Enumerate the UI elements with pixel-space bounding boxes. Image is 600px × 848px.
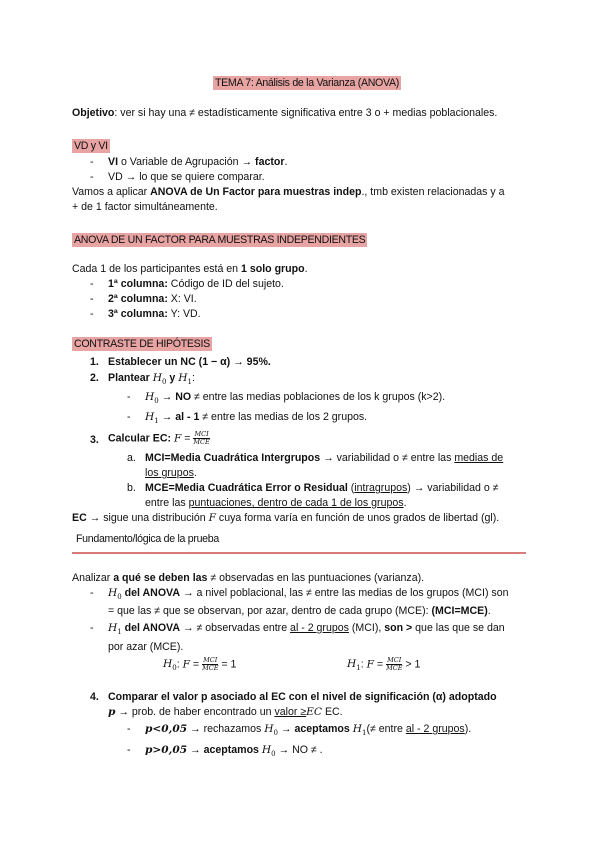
section-heading-contrast: CONTRASTE DE HIPÓTESIS [74,338,210,350]
section-divider [72,552,526,554]
paragraph: Analizar a qué se deben las ≠ observadas en las puntuaciones (varianza). [72,572,425,584]
sub-item-a: MCI=Media Cuadrática Intergrupos → variabilidad o ≠ entre las medias de [145,452,504,464]
list-item: 3ª columna: Y: VD. [108,308,201,320]
list-item: VI o Variable de Agrupación → factor. [108,156,288,168]
subsection-heading-logic: Fundamento/lógica de la prueba [76,533,219,545]
sub-item-b: MCE=Media Cuadrática Error o Residual (intragrupos) → variabilidad o ≠ [145,482,499,494]
bullet-dash: - [127,411,131,423]
bullet-dash: - [127,744,131,756]
sub-item-b-cont: entre las puntuaciones, dentro de cada 1 de los grupos. [145,497,407,509]
step-4: Comparar el valor p asociado al EC con el nivel de significación (α) adoptado [108,691,497,703]
paragraph: Vamos a aplicar ANOVA de Un Factor para muestras indep., tmb existen relacionadas y a [72,186,505,198]
bullet-dash: - [90,171,94,183]
logic-h1-cont: por azar (MCE). [108,641,184,653]
decision-reject: p<0,05 → rechazamos $H_0$ → aceptamos $H_1(\ne$ entre al - 2 grupos). [145,723,472,737]
bullet-dash: - [90,308,94,320]
hypothesis-h0: $H_0$ → NO ≠ entre las medias poblaciones de los k grupos (k>2). [145,391,446,405]
step-number: 4. [90,691,99,703]
page-title: TEMA 7: Análisis de la Varianza (ANOVA) [215,77,399,89]
section-heading-anova: ANOVA DE UN FACTOR PARA MUESTRAS INDEPENDIENTES [74,234,366,246]
formula-h1: $H_1$: F = $\frac{\text{MCI}}{\text{MCE}}$ > 1 [347,656,421,673]
sub-item-label: b. [127,482,136,494]
p-definition: p → prob. de haber encontrado un valor ≥EC EC. [108,706,343,718]
objective-line: Objetivo: ver si hay una ≠ estadísticamente significativa entre 3 o + medias poblacionales. [72,107,498,119]
decision-accept: p>0,05 → aceptamos $H_0$ → NO ≠ . [145,744,323,758]
step-number: 2. [90,372,99,384]
bullet-dash: - [90,293,94,305]
sub-item-a-cont: los grupos. [145,467,197,479]
ec-distribution: EC → sigue una distribución F cuya forma varía en función de unos grados de libertad (gl). [72,512,500,524]
formula-h0: $H_0$: F = $\frac{\text{MCI}}{\text{MCE}}$ = 1 [163,656,237,673]
bullet-dash: - [90,156,94,168]
list-item: VD → lo que se quiere comparar. [108,171,265,183]
step-number: 3. [90,434,99,446]
bullet-dash: - [90,622,94,634]
bullet-dash: - [127,723,131,735]
logic-h0-cont: = que las ≠ que se observan, por azar, dentro de cada grupo (MCE): (MCI=MCE). [108,605,491,617]
sub-item-label: a. [127,452,136,464]
bullet-dash: - [127,391,131,403]
logic-h1: $H_1$ del ANOVA → ≠ observadas entre al - 2 grupos (MCI), son > que las que se dan [108,622,505,636]
paragraph: Cada 1 de los participantes está en 1 solo grupo. [72,263,308,275]
hypothesis-h1: $H_1$ → al - 1 ≠ entre las medias de los 2 grupos. [145,411,368,425]
step-1: Establecer un NC (1 − α) → 95%. [108,356,271,368]
list-item: 1ª columna: Código de ID del sujeto. [108,278,284,290]
bullet-dash: - [90,587,94,599]
step-number: 1. [90,356,99,368]
paragraph: + de 1 factor simultáneamente. [72,201,218,213]
bullet-dash: - [90,278,94,290]
list-item: 2ª columna: X: VI. [108,293,197,305]
step-3: Calcular EC: F = $\frac{\text{MCI}}{\text{MCE}}$ [108,430,210,446]
step-2: Plantear $H_0$ y $H_1$: [108,372,195,386]
logic-h0: $H_0$ del ANOVA → a nivel poblacional, las ≠ entre las medias de los grupos (MCI) son [108,587,509,601]
section-heading-vdvi: VD y VI [74,140,108,152]
